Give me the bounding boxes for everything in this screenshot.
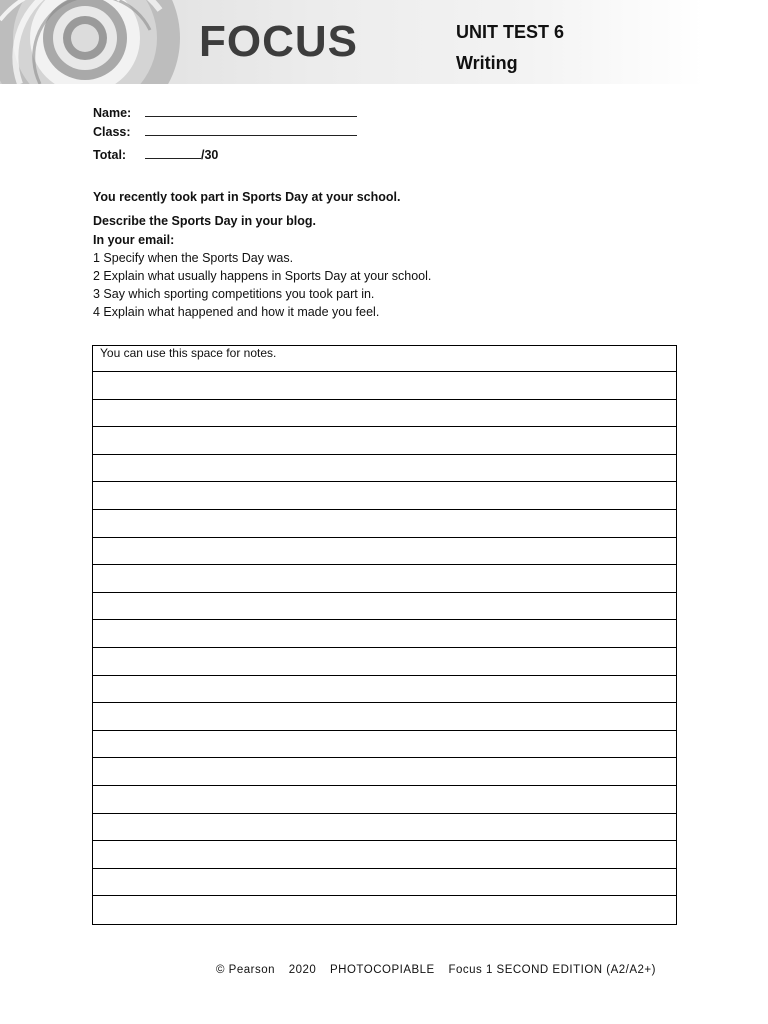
writing-line bbox=[93, 481, 676, 482]
intro-text: You recently took part in Sports Day at your school. bbox=[93, 190, 401, 204]
focus-logo: FOCUS bbox=[199, 17, 358, 66]
writing-line bbox=[93, 675, 676, 676]
class-blank[interactable] bbox=[145, 123, 357, 136]
writing-line bbox=[93, 757, 676, 758]
notes-label: You can use this space for notes. bbox=[100, 346, 277, 360]
unit-title: UNIT TEST 6 bbox=[456, 22, 565, 42]
notes-box[interactable] bbox=[92, 345, 677, 925]
writing-line bbox=[93, 426, 676, 427]
writing-line bbox=[93, 895, 676, 896]
instruction-point: 4 Explain what happened and how it made you feel. bbox=[93, 305, 380, 319]
writing-line bbox=[93, 868, 676, 869]
unit-subtitle: Writing bbox=[456, 53, 518, 73]
writing-line bbox=[93, 813, 676, 814]
writing-line bbox=[93, 399, 676, 400]
writing-line bbox=[93, 702, 676, 703]
footer-copyright: © Pearson bbox=[216, 964, 276, 976]
writing-line bbox=[93, 537, 676, 538]
writing-line bbox=[93, 564, 676, 565]
writing-line bbox=[93, 840, 676, 841]
instruction-point: 3 Say which sporting competitions you took part in. bbox=[93, 287, 375, 301]
total-field[interactable] bbox=[93, 146, 218, 162]
footer-edition: Focus 1 SECOND EDITION (A2/A2+) bbox=[448, 964, 656, 976]
writing-line bbox=[93, 730, 676, 731]
name-label: Name: bbox=[93, 106, 132, 120]
name-field[interactable] bbox=[93, 104, 357, 120]
page-header bbox=[0, 0, 704, 84]
swirl-logo-graphic bbox=[0, 0, 200, 84]
writing-line bbox=[93, 371, 676, 372]
total-suffix: /30 bbox=[201, 148, 219, 162]
task-text: Describe the Sports Day in your blog. bbox=[93, 214, 316, 228]
writing-line bbox=[93, 647, 676, 648]
footer-photocopiable: PHOTOCOPIABLE bbox=[330, 964, 435, 976]
writing-line bbox=[93, 454, 676, 455]
writing-line bbox=[93, 509, 676, 510]
instruction-point: 1 Specify when the Sports Day was. bbox=[93, 251, 294, 265]
writing-line bbox=[93, 592, 676, 593]
instruction-point: 2 Explain what usually happens in Sports Day at your school. bbox=[93, 269, 432, 283]
page-footer bbox=[216, 964, 666, 976]
in-email-text: In your email: bbox=[93, 233, 175, 247]
class-label: Class: bbox=[93, 125, 131, 139]
writing-line bbox=[93, 785, 676, 786]
total-blank[interactable] bbox=[145, 146, 201, 159]
total-label: Total: bbox=[93, 148, 127, 162]
footer-year: 2020 bbox=[288, 964, 317, 976]
writing-line bbox=[93, 619, 676, 620]
class-field[interactable] bbox=[93, 123, 357, 139]
name-blank[interactable] bbox=[145, 104, 357, 117]
